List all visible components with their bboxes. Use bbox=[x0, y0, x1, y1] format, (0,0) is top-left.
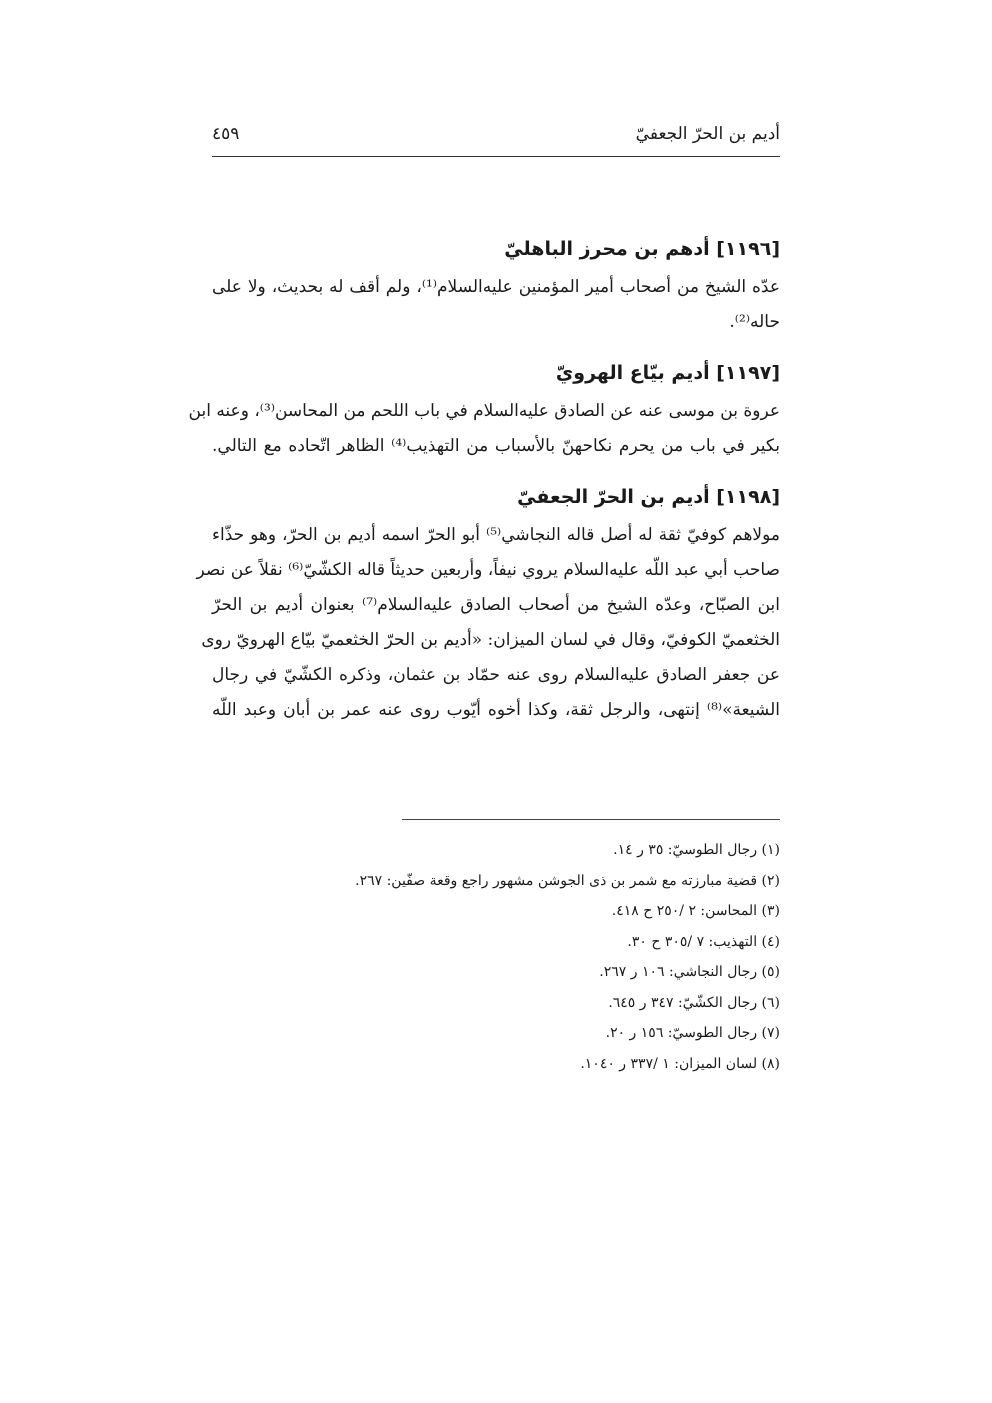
footnote-8: (٨) لسان الميزان: ١ /٣٣٧ ر ١٠٤٠. bbox=[580, 1055, 780, 1072]
footnote-2: (٢) قضية مبارزته مع شمر بن ذى الجوشن مشهور راجع وقعة صفّين: ٢٦٧. bbox=[355, 872, 780, 889]
footnote-5: (٥) رجال النجاشي: ١٠٦ ر ٢٦٧. bbox=[599, 964, 780, 980]
footnote-1: (١) رجال الطوسيّ: ٣٥ ر ١٤. bbox=[613, 842, 780, 858]
entry-line: الشيعة»⁽⁸⁾ إنتهى، والرجل ثقة، وكذا أخوه أيّوب روى عنه عمر بن أبان وعبد اللّه bbox=[212, 700, 780, 720]
footnote-6: (٦) رجال الكشّيّ: ٣٤٧ ر ٦٤٥. bbox=[608, 994, 780, 1011]
running-header bbox=[212, 118, 780, 157]
footnotes bbox=[212, 836, 780, 1080]
entry-heading: [١١٩٨] أديم بن الحرّ الجعفيّ bbox=[517, 486, 780, 508]
entry-line: بكير في باب من يحرم نكاحهنّ بالأسباب من التهذيب⁽⁴⁾ الظاهر اتّحاده مع التالي. bbox=[212, 436, 780, 456]
footnote-separator bbox=[402, 819, 780, 820]
page-number: ٤٥٩ bbox=[212, 124, 240, 144]
running-title: أديم بن الحرّ الجعفيّ bbox=[635, 124, 780, 144]
footnote-4: (٤) التهذيب: ٧ /٣٠٥ ح ٣٠. bbox=[627, 933, 780, 950]
main-text bbox=[188, 232, 781, 744]
entry-line: ابن الصبّاح، وعدّه الشيخ من أصحاب الصادق عليه‌السلام⁽⁷⁾ بعنوان أديم بن الحرّ bbox=[212, 595, 780, 615]
entry-1196 bbox=[212, 232, 780, 340]
entry-line: الخثعميّ الكوفيّ، وقال في لسان الميزان: «أديم بن الحرّ الخثعميّ بيّاع الهرويّ روى bbox=[201, 630, 780, 650]
entry-line: مولاهم كوفيّ ثقة له أصل قاله النجاشي⁽⁵⁾ أبو الحرّ اسمه أديم بن الحرّ، وهو حذّاء bbox=[212, 525, 781, 545]
footnote-7: (٧) رجال الطوسيّ: ١٥٦ ر ٢٠. bbox=[605, 1025, 780, 1041]
entry-1198 bbox=[196, 480, 781, 728]
entry-line: عروة بن موسى عنه عن الصادق عليه‌السلام في باب اللحم من المحاسن⁽³⁾، وعنه ابن bbox=[188, 401, 780, 421]
footnote-3: (٣) المحاسن: ٢ /٢٥٠ ح ٤١٨. bbox=[611, 903, 780, 919]
entry-line: عن جعفر الصادق عليه‌السلام روى عنه حمّاد بن عثمان، وذكره الكشّيّ في رجال bbox=[212, 665, 780, 685]
entry-line: عدّه الشيخ من أصحاب أمير المؤمنين عليه‌السلام⁽¹⁾، ولم أقف له بحديث، ولا على bbox=[212, 277, 780, 297]
entry-line: صاحب أبي عبد اللّه عليه‌السلام يروي نيفاً، وأربعين حديثاً قاله الكشّيّ⁽⁶⁾ نقلاً عن نصر bbox=[196, 560, 780, 580]
entry-heading: [١١٩٧] أديم بيّاع الهرويّ bbox=[555, 362, 780, 384]
entry-1197 bbox=[188, 356, 780, 464]
entry-line: حاله⁽²⁾. bbox=[729, 312, 780, 332]
entry-heading: [١١٩٦] أدهم بن محرز الباهليّ bbox=[504, 238, 780, 260]
